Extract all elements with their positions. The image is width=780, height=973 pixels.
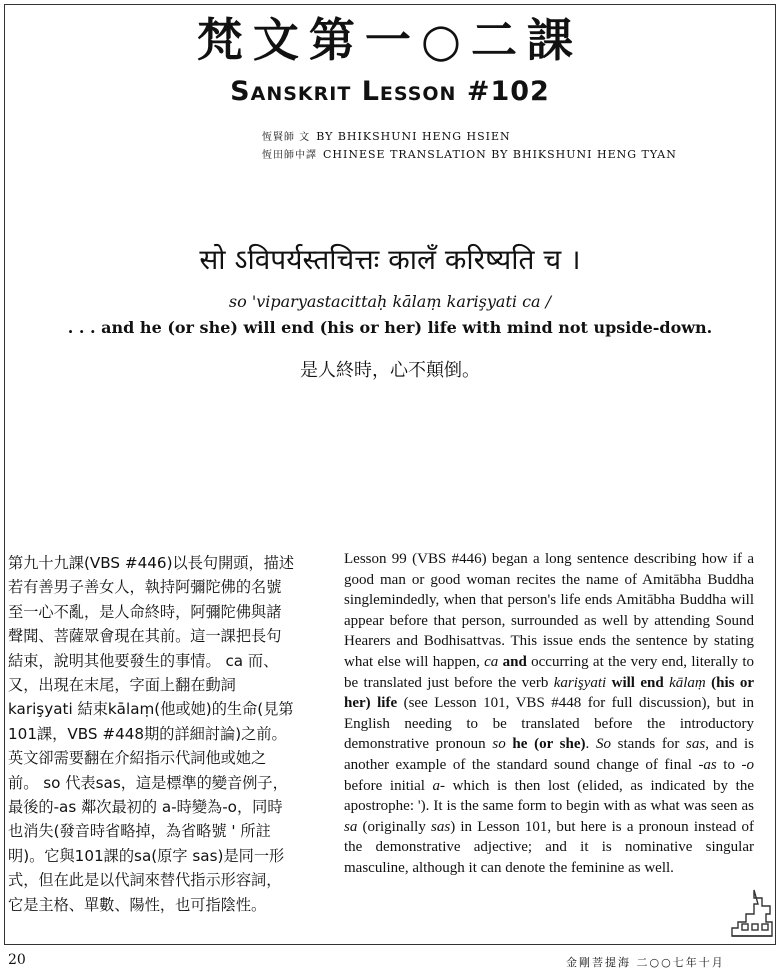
bold-term: will end: [611, 674, 664, 691]
text-run: Lesson 99 (VBS #446) began a long sentence describing how if a good man or good woman recites the name of Amitābha Buddha singlemindedly, when that person's life ends Amitābha Buddha will appear before that person, surrounded as well by attending Sound Hearers and Bodhisattvas. This issue ends the sentence by stating what else will happen,: [344, 551, 754, 670]
bold-term: he (or she): [512, 736, 586, 753]
chinese-line: 聲聞、菩薩眾會現在其前。這一課把長句: [8, 627, 282, 646]
frame-bottom-line: [4, 944, 776, 945]
chinese-translation: 是人終時，心不顛倒。: [300, 360, 480, 381]
text-run: before initial: [344, 777, 433, 794]
text-run: (originally: [357, 818, 432, 835]
italic-term: sa: [344, 818, 358, 835]
author-cn: 恆賢師 文: [262, 132, 311, 143]
italic-term: -o: [741, 756, 754, 773]
chinese-line: 至一心不亂，是人命終時，阿彌陀佛與諸: [8, 602, 282, 621]
publication-logo-icon: [728, 888, 774, 940]
chinese-column: [8, 551, 338, 917]
italic-term: kālaṃ: [669, 674, 706, 691]
text-run: ) in Lesson 101, but here is a pronoun instead of the demonstrative adjective; and it is nominative singular masculine, although it can denote the feminine as well.: [344, 818, 754, 876]
english-translation: . . . and he (or she) will end (his or her) life with mind not upside-down.: [67, 318, 713, 337]
frame-right-line: [775, 4, 776, 944]
translator-en: CHINESE TRANSLATION BY BHIKSHUNI HENG TYAN: [323, 148, 677, 161]
text-run: which is then lost (elided, as indicated by the apostrophe: '). It is the same form to begin with as what was seen as: [344, 777, 754, 815]
chinese-line: 若有善男子善女人，執持阿彌陀佛的名號: [8, 578, 282, 597]
italic-term: so: [492, 736, 506, 753]
italic-term: -as: [698, 756, 717, 773]
chinese-line: 也消失(發音時省略掉，為省略號 ' 所註: [8, 822, 271, 841]
italic-term: sas: [686, 736, 706, 753]
text-run: occurring at the very end, literally to be translated just before the verb: [344, 653, 754, 691]
chinese-line: 它是主格、單數、陽性，也可指陰性。: [8, 895, 267, 914]
frame-left-line: [4, 4, 5, 944]
chinese-title: 梵文第一○二課: [196, 13, 584, 67]
translator-cn: 恆田師中譯: [262, 150, 317, 161]
italic-term: sas: [431, 818, 451, 835]
italic-term: karişyati: [553, 674, 607, 691]
bold-term: and: [502, 653, 527, 670]
frame-top-line: [4, 4, 776, 5]
chinese-line: 第九十九課(VBS #446)以長句開頭，描述: [8, 554, 295, 572]
italic-term: ca: [484, 653, 499, 670]
chinese-line: 結束，說明其他要發生的事情。 ca 而、: [8, 651, 279, 670]
chinese-line: 101課，VBS #448期的詳細討論)之前。: [8, 724, 287, 743]
text-run: .: [585, 736, 596, 753]
chinese-line: 又，出現在末尾，字面上翻在動詞: [8, 676, 236, 695]
text-run: , and is another example of the standard sound change of final: [344, 736, 755, 773]
author-credit: [262, 128, 511, 143]
italic-term: a-: [432, 777, 446, 794]
text-run: (see Lesson 101, VBS #448 for full discussion), but in English needing to be translated before the introductory demonstrative pronoun: [344, 695, 754, 753]
page-number: 20: [8, 952, 26, 968]
transliteration: so 'viparyastacittaḥ kālaṃ karişyati ca /: [228, 292, 552, 311]
text-run: stands for: [610, 736, 687, 753]
publication-footer: 金剛菩提海 二○○七年十月: [566, 956, 725, 969]
text-run: to: [716, 756, 742, 773]
chinese-line: 前。 so 代表sas，這是標準的變音例子，: [8, 773, 288, 792]
chinese-line: 式，但在此是以代詞來替代指示形容詞，: [8, 871, 282, 890]
italic-term: So: [595, 736, 611, 753]
devanagari-verse: सो ऽविपर्यस्तचित्तः कालँ करिष्यति च ।: [199, 243, 581, 276]
english-title: Sanskrit Lesson #102: [230, 76, 550, 107]
chinese-line: 最後的-as 鄰次最初的 a-時變為-o，同時: [8, 798, 283, 817]
translator-credit: [262, 146, 677, 161]
chinese-line: karişyati 結束kālaṃ(他或她)的生命(見第: [8, 700, 294, 719]
english-column: [344, 549, 754, 879]
bold-term: (his or her) life: [344, 674, 755, 712]
chinese-line: 英文卻需要翻在介紹指示代詞他或她之: [8, 749, 267, 768]
author-en: BY BHIKSHUNI HENG HSIEN: [316, 130, 511, 143]
chinese-line: 明)。它與101課的sa(原字 sas)是同一形: [8, 846, 285, 865]
